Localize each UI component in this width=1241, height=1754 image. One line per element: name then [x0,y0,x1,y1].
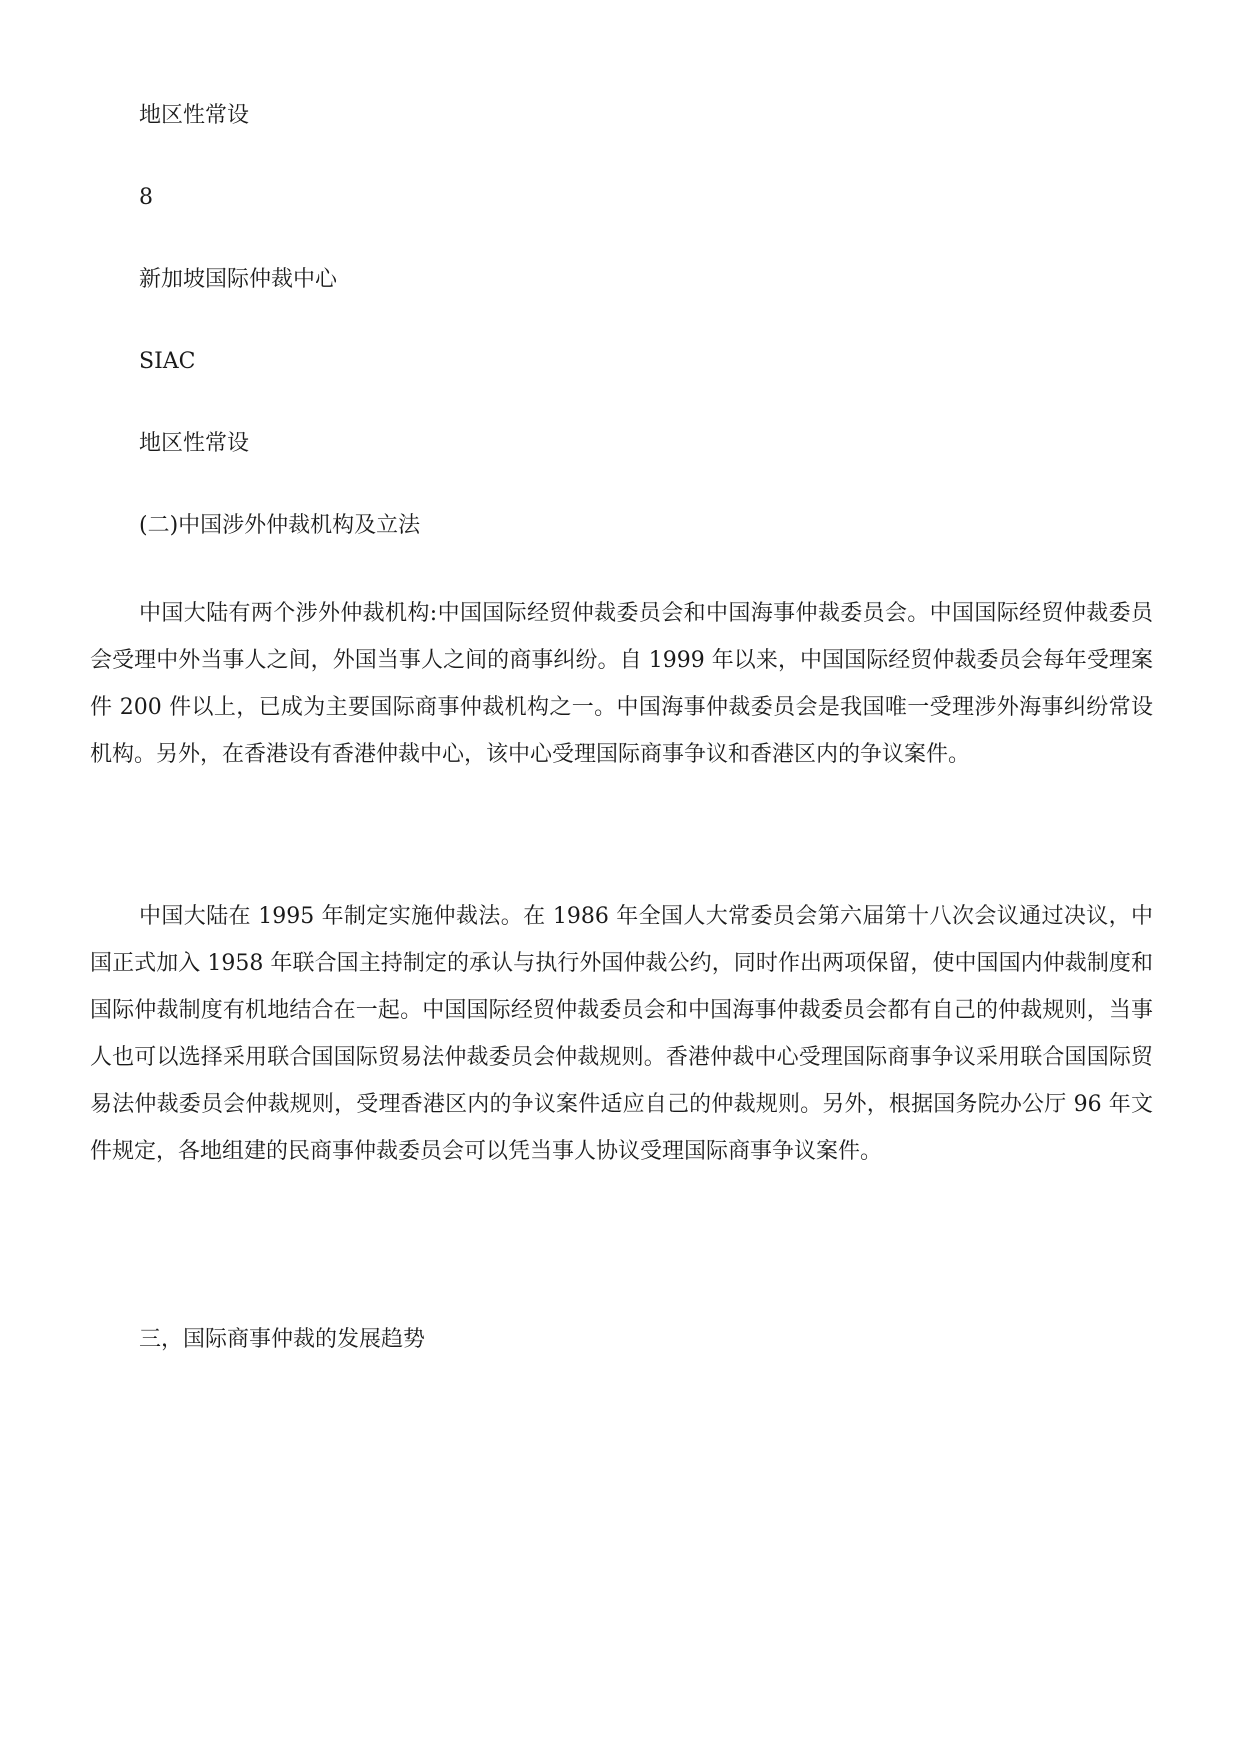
section-heading: (二)中国涉外仲裁机构及立法 [139,513,421,538]
table-cell-institution-name: 新加坡国际仲裁中心 [139,267,338,292]
table-cell-row-number: 8 [139,185,153,210]
body-paragraph: 中国大陆有两个涉外仲裁机构:中国国际经贸仲裁委员会和中国海事仲裁委员会。中国国际经贸仲裁委员会受理中外当事人之间，外国当事人之间的商事纠纷。自 1999 年以来，中国国际经贸仲裁委员会每年受理案件 200 件以上，已成为主要国际商事仲裁机构之一。中国海事仲裁委员会是我国唯一受理涉外海事纠纷常设机构。另外，在香港设有香港仲裁中心，该中心受理国际商事争议和香港区内的争议案件。 [90,601,1153,767]
table-cell-institution-abbr: SIAC [139,349,196,374]
section-heading: 三，国际商事仲裁的发展趋势 [139,1327,426,1352]
table-cell-institution-type: 地区性常设 [139,431,250,456]
body-paragraph: 中国大陆在 1995 年制定实施仲裁法。在 1986 年全国人大常委员会第六届第十八次会议通过决议，中国正式加入 1958 年联合国主持制定的承认与执行外国仲裁公约，同时作出两项保留，使中国国内仲裁制度和国际仲裁制度有机地结合在一起。中国国际经贸仲裁委员会和中国海事仲裁委员会都有自己的仲裁规则，当事人也可以选择采用联合国国际贸易法仲裁委员会仲裁规则。香港仲裁中心受理国际商事争议采用联合国国际贸易法仲裁委员会仲裁规则，受理香港区内的争议案件适应自己的仲裁规则。另外，根据国务院办公厅 96 年文件规定，各地组建的民商事仲裁委员会可以凭当事人协议受理国际商事争议案件。 [90,904,1153,1164]
table-cell-institution-type: 地区性常设 [139,103,250,128]
